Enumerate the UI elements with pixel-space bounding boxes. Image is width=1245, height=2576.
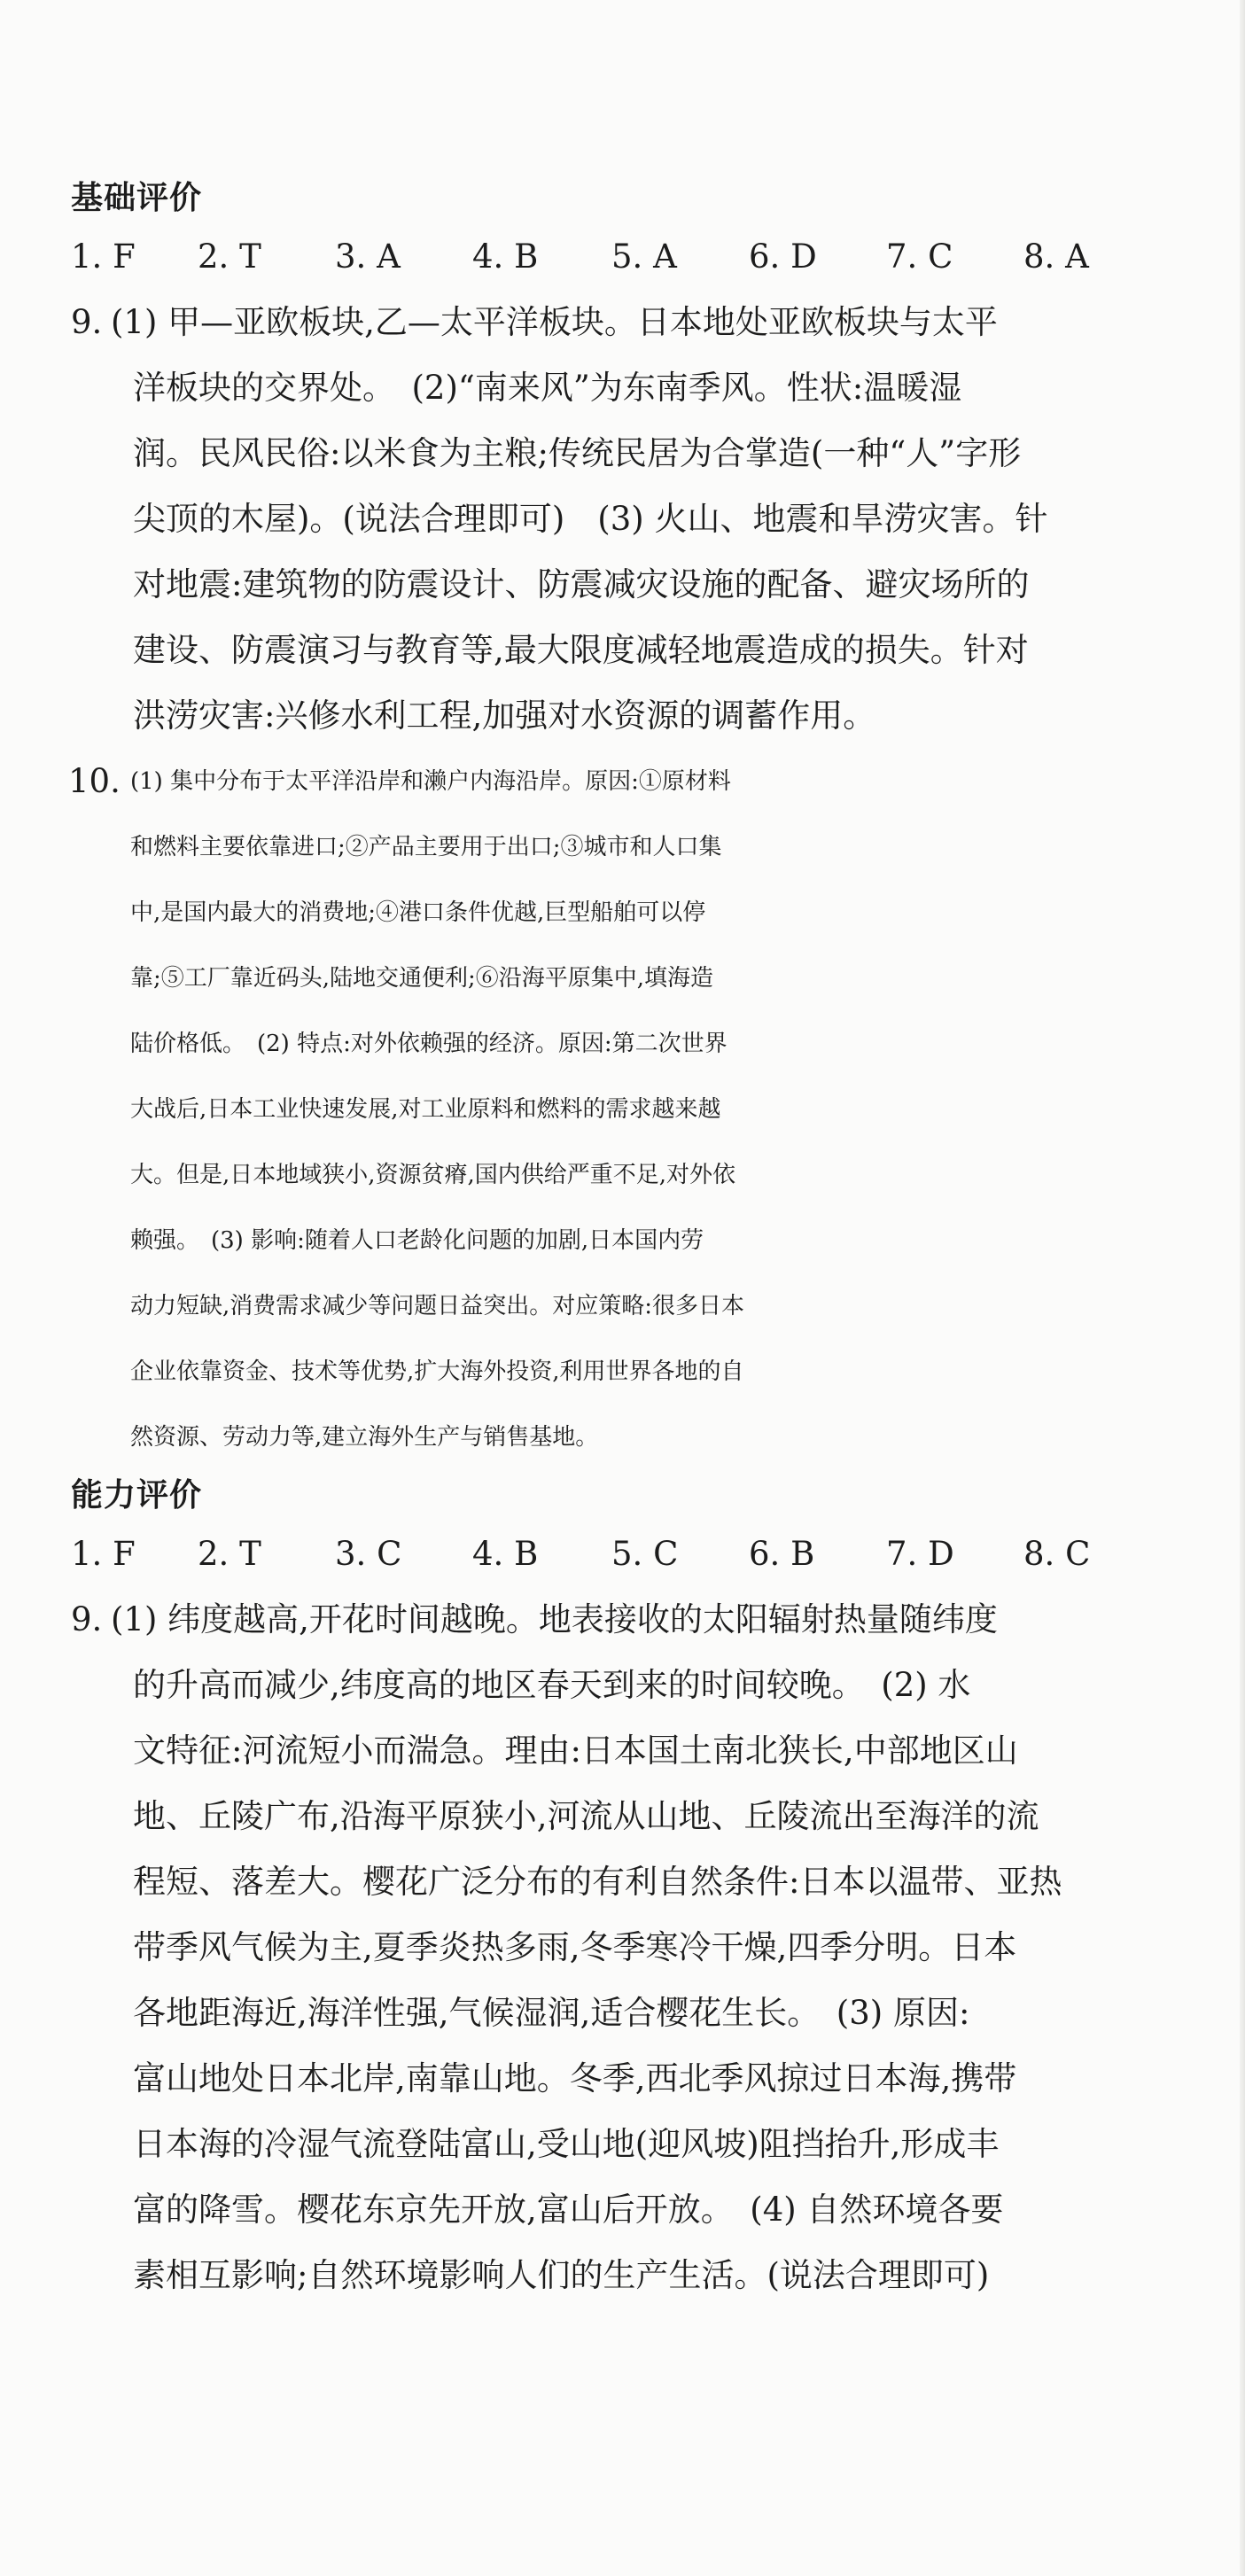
answer-line: 建设、防震演习与教育等,最大限度减轻地震造成的损失。针对 (133, 631, 1029, 669)
question-answer (71, 1587, 1117, 2308)
answer-line: 带季风气候为主,夏季炎热多雨,冬季寒冷干燥,四季分明。日本 (133, 1928, 1017, 1966)
mc-answer: 1. F (71, 1535, 136, 1573)
answer-line: 日本海的冷湿气流登陆富山,受山地(迎风坡)阻挡抬升,形成丰 (133, 2125, 1000, 2163)
mc-answer: 5. A (611, 237, 677, 276)
answer-line: 洋板块的交界处。 (2)“南来风”为东南季风。性状:温暖湿 (133, 369, 962, 407)
page-edge-shadow (1240, 0, 1245, 2576)
answer-line: 大。但是,日本地域狭小,资源贫瘠,国内供给严重不足,对外依 (130, 1162, 736, 1188)
answer-line: 富的降雪。樱花东京先开放,富山后开放。 (4) 自然环境各要 (133, 2191, 1004, 2229)
mc-answer: 3. A (335, 237, 401, 276)
mc-answer: 6. D (749, 237, 817, 276)
mc-answer: 2. T (198, 1535, 261, 1573)
answer-line: 各地距海近,海洋性强,气候湿润,适合樱花生长。 (3) 原因: (133, 1994, 970, 2032)
answer-content (68, 173, 1117, 2308)
answer-text (130, 749, 1117, 1470)
mc-answer: 2. T (198, 237, 261, 276)
answer-line: 中,是国内最大的消费地;④港口条件优越,巨型船舶可以停 (130, 899, 706, 926)
answer-line: 富山地处日本北岸,南靠山地。冬季,西北季风掠过日本海,携带 (133, 2059, 1017, 2097)
answer-line: 然资源、劳动力等,建立海外生产与销售基地。 (130, 1424, 599, 1451)
mc-answer: 7. D (886, 1535, 954, 1573)
answer-line: 陆价格低。 (2) 特点:对外依赖强的经济。原因:第二次世界 (130, 1031, 728, 1057)
answer-line: 靠;⑤工厂靠近码头,陆地交通便利;⑥沿海平原集中,填海造 (130, 965, 714, 992)
multiple-choice-answers (71, 1521, 1117, 1587)
mc-answer: 7. C (886, 237, 953, 276)
answer-line: 程短、落差大。樱花广泛分布的有利自然条件:日本以温带、亚热 (133, 1863, 1062, 1901)
mc-answer: 6. B (749, 1535, 815, 1573)
mc-answer: 8. C (1023, 1535, 1091, 1573)
answer-text (111, 1587, 1117, 2308)
answer-line: 赖强。 (3) 影响:随着人口老龄化问题的加剧,日本国内劳 (130, 1227, 704, 1254)
question-number: 10. (68, 762, 121, 800)
answer-line: 的升高而减少,纬度高的地区春天到来的时间较晚。 (2) 水 (133, 1666, 971, 1704)
answer-line: 地、丘陵广布,沿海平原狭小,河流从山地、丘陵流出至海洋的流 (133, 1797, 1039, 1835)
answer-line: 素相互影响;自然环境影响人们的生产生活。(说法合理即可) (133, 2256, 990, 2294)
answer-text (111, 290, 1117, 749)
mc-answer: 1. F (71, 237, 136, 276)
answer-line: 润。民风民俗:以米食为主粮;传统民居为合掌造(一种“人”字形 (133, 434, 1022, 472)
section-title-ability: 能力评价 (71, 1477, 203, 1514)
answer-line: (1) 甲—亚欧板块,乙—太平洋板块。日本地处亚欧板块与太平 (111, 303, 998, 341)
answer-line: 动力短缺,消费需求减少等问题日益突出。对应策略:很多日本 (130, 1293, 745, 1319)
mc-answer: 4. B (472, 237, 539, 276)
mc-answer: 8. A (1023, 237, 1089, 276)
answer-line: (1) 纬度越高,开花时间越晚。地表接收的太阳辐射热量随纬度 (111, 1600, 998, 1638)
answer-line: 企业依靠资金、技术等优势,扩大海外投资,利用世界各地的自 (130, 1358, 744, 1385)
answer-line: 大战后,日本工业快速发展,对工业原料和燃料的需求越来越 (130, 1096, 721, 1123)
question-number: 9. (71, 1600, 103, 1638)
answer-line: 和燃料主要依靠进口;②产品主要用于出口;③城市和人口集 (130, 834, 722, 860)
question-answer (71, 290, 1117, 749)
answer-line: 尖顶的木屋)。(说法合理即可) (3) 火山、地震和旱涝灾害。针 (133, 500, 1048, 538)
section-title-basic: 基础评价 (71, 180, 203, 216)
multiple-choice-answers (71, 224, 1117, 290)
question-answer (68, 749, 1117, 1470)
answer-line: 对地震:建筑物的防震设计、防震减灾设施的配备、避灾场所的 (133, 565, 1030, 603)
mc-answer: 4. B (472, 1535, 539, 1573)
answer-line: 洪涝灾害:兴修水利工程,加强对水资源的调蓄作用。 (133, 697, 876, 735)
answer-line: 文特征:河流短小而湍急。理由:日本国土南北狭长,中部地区山 (133, 1732, 1018, 1770)
mc-answer: 3. C (335, 1535, 402, 1573)
answer-line: (1) 集中分布于太平洋沿岸和濑户内海沿岸。原因:①原材料 (130, 768, 731, 795)
question-number: 9. (71, 303, 103, 341)
mc-answer: 5. C (611, 1535, 679, 1573)
